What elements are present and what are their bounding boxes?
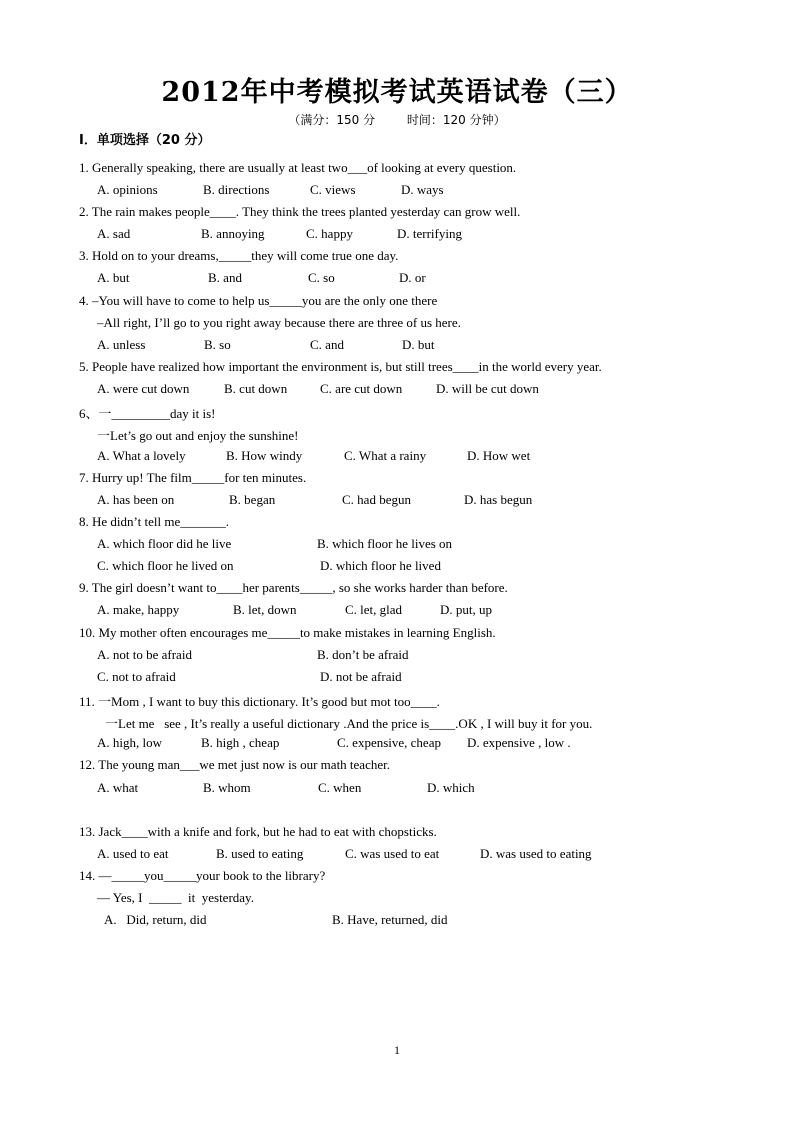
answer-option: D. put, up — [440, 602, 492, 617]
question-stem: 7. Hurry up! The film_____for ten minutes. — [79, 470, 307, 485]
answer-option: B. began — [229, 492, 276, 507]
total-score: （满分：150 分 — [288, 113, 376, 127]
answer-option: A. used to eat — [97, 846, 169, 861]
answer-option: C. views — [310, 182, 356, 197]
answer-option: C. so — [308, 270, 335, 285]
section-heading: I．单项选择（20 分） — [79, 133, 211, 148]
answer-option: D. which — [427, 780, 475, 795]
time-limit: 时间：120 分钟） — [406, 113, 506, 127]
question-stem: 11. 一Mom , I want to buy this dictionary. It’s good but mot too____. — [79, 694, 440, 709]
answer-option: B. directions — [203, 182, 270, 197]
answer-option: B. which floor he lives on — [317, 536, 453, 551]
answer-option: A. sad — [97, 226, 131, 241]
answer-option: C. when — [318, 780, 362, 795]
answer-option: D. not be afraid — [320, 669, 402, 684]
exam-meta — [0, 111, 794, 128]
question-stem: 5. People have realized how important the environment is, but still trees____in the world every year. — [79, 359, 602, 374]
answer-option: B. don’t be afraid — [317, 647, 409, 662]
answer-option: D. ways — [401, 182, 444, 197]
answer-option: A. opinions — [97, 182, 158, 197]
question-dialogue-line: — Yes, I _____ it yesterday. — [97, 890, 254, 905]
question-stem: 10. My mother often encourages me_____to make mistakes in learning English. — [79, 625, 496, 640]
answer-option: B. cut down — [224, 381, 288, 396]
question-stem: 1. Generally speaking, there are usually at least two___of looking at every question. — [79, 160, 517, 175]
question-dialogue-line: 一Let me see , It’s really a useful dictionary .And the price is____.OK , I will buy it for you. — [105, 716, 593, 731]
answer-option: A. unless — [97, 337, 146, 352]
answer-option: A. but — [97, 270, 130, 285]
answer-option: C. are cut down — [320, 381, 403, 396]
question-dialogue-line: –All right, I’ll go to you right away because there are three of us here. — [97, 315, 461, 330]
answer-option: A. high, low — [97, 735, 162, 750]
answer-option: A. make, happy — [97, 602, 180, 617]
answer-option: D. which floor he lived — [320, 558, 441, 573]
answer-option: C. What a rainy — [344, 448, 427, 463]
answer-option: B. Have, returned, did — [332, 912, 448, 927]
answer-option: A. has been on — [97, 492, 175, 507]
question-dialogue-line: 一Let’s go out and enjoy the sunshine! — [97, 428, 299, 443]
page-title: 2012年中考模拟考试英语试卷（三） — [161, 77, 633, 108]
answer-option: B. How windy — [226, 448, 303, 463]
question-stem: 12. The young man___we met just now is our math teacher. — [79, 757, 390, 772]
answer-option: D. terrifying — [397, 226, 462, 241]
answer-option: D. but — [402, 337, 435, 352]
question-stem: 2. The rain makes people____. They think the trees planted yesterday can grow well. — [79, 204, 521, 219]
question-stem: 14. —_____you_____your book to the library? — [79, 868, 326, 883]
answer-option: D. How wet — [467, 448, 531, 463]
answer-option: C. let, glad — [345, 602, 403, 617]
answer-option: B. annoying — [201, 226, 265, 241]
question-stem: 6、一_________day it is! — [79, 406, 216, 421]
question-stem: 3. Hold on to your dreams,_____they will come true one day. — [79, 248, 399, 263]
answer-option: A. which floor did he live — [97, 536, 232, 551]
answer-option: C. had begun — [342, 492, 411, 507]
answer-option: C. and — [310, 337, 344, 352]
answer-option: B. and — [208, 270, 242, 285]
answer-option: D. or — [399, 270, 426, 285]
answer-option: D. will be cut down — [436, 381, 539, 396]
page-number: 1 — [394, 1043, 400, 1057]
answer-option: B. used to eating — [216, 846, 304, 861]
answer-option: A. what — [97, 780, 139, 795]
answer-option: A. Did, return, did — [104, 912, 207, 927]
answer-option: B. so — [204, 337, 231, 352]
answer-option: D. expensive , low . — [467, 735, 571, 750]
question-stem: 8. He didn’t tell me_______. — [79, 514, 229, 529]
answer-option: C. happy — [306, 226, 353, 241]
answer-option: A. What a lovely — [97, 448, 186, 463]
answer-option: A. not to be afraid — [97, 647, 192, 662]
answer-option: D. has begun — [464, 492, 533, 507]
answer-option: C. not to afraid — [97, 669, 176, 684]
answer-option: A. were cut down — [97, 381, 190, 396]
question-stem: 4. –You will have to come to help us_____you are the only one there — [79, 293, 438, 308]
answer-option: B. let, down — [233, 602, 297, 617]
answer-option: C. was used to eat — [345, 846, 440, 861]
answer-option: C. which floor he lived on — [97, 558, 234, 573]
answer-option: B. high , cheap — [201, 735, 280, 750]
question-stem: 9. The girl doesn’t want to____her parents_____, so she works harder than before. — [79, 580, 508, 595]
answer-option: D. was used to eating — [480, 846, 592, 861]
answer-option: B. whom — [203, 780, 251, 795]
answer-option: C. expensive, cheap — [337, 735, 441, 750]
question-stem: 13. Jack____with a knife and fork, but he had to eat with chopsticks. — [79, 824, 437, 839]
